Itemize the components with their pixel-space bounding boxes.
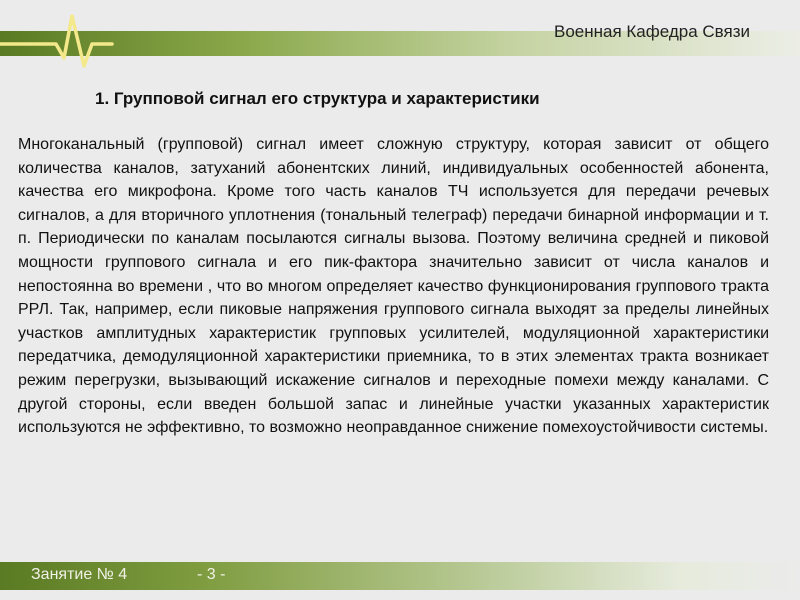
footer-page-number: - 3 - xyxy=(197,566,226,583)
header xyxy=(0,0,800,70)
slide-title: 1. Групповой сигнал его структура и характеристики xyxy=(95,89,540,108)
header-title: Военная Кафедра Связи xyxy=(554,22,750,41)
slide-body-text: Многоканальный (групповой) сигнал имеет сложную структуру, которая зависит от общего количества каналов, затуханий абонентских линий, индивидуальных особенностей абонента, качества его микрофона. Кроме того часть каналов ТЧ используется для передачи речевых сигналов, а для вторичного уплотнения (тональный телеграф) передачи бинарной информации и т. п. Периодически по каналам посылаются сигналы вызова. Поэтому величина средней и пиковой мощности группового сигнала и его пик-фактора значительно зависит от числа каналов и непостоянна во времени , что во многом определяет качество функционирования группового тракта РРЛ. Так, например, если пиковые напряжения группового сигнала выходят за пределы линейных участков амплитудных характеристик групповых усилителей, модуляционной характеристики передатчика, демодуляционной характеристики приемника, то в этих элементах тракта возникает режим перегрузки, вызывающий искажение сигналов и переходные помехи между каналами. С другой стороны, если введен большой запас и линейные участки указанных характеристик используются не эффективно, то возможно неоправданное снижение помехоустойчивости системы. xyxy=(18,136,769,437)
footer-lesson-label: Занятие № 4 xyxy=(31,566,128,583)
